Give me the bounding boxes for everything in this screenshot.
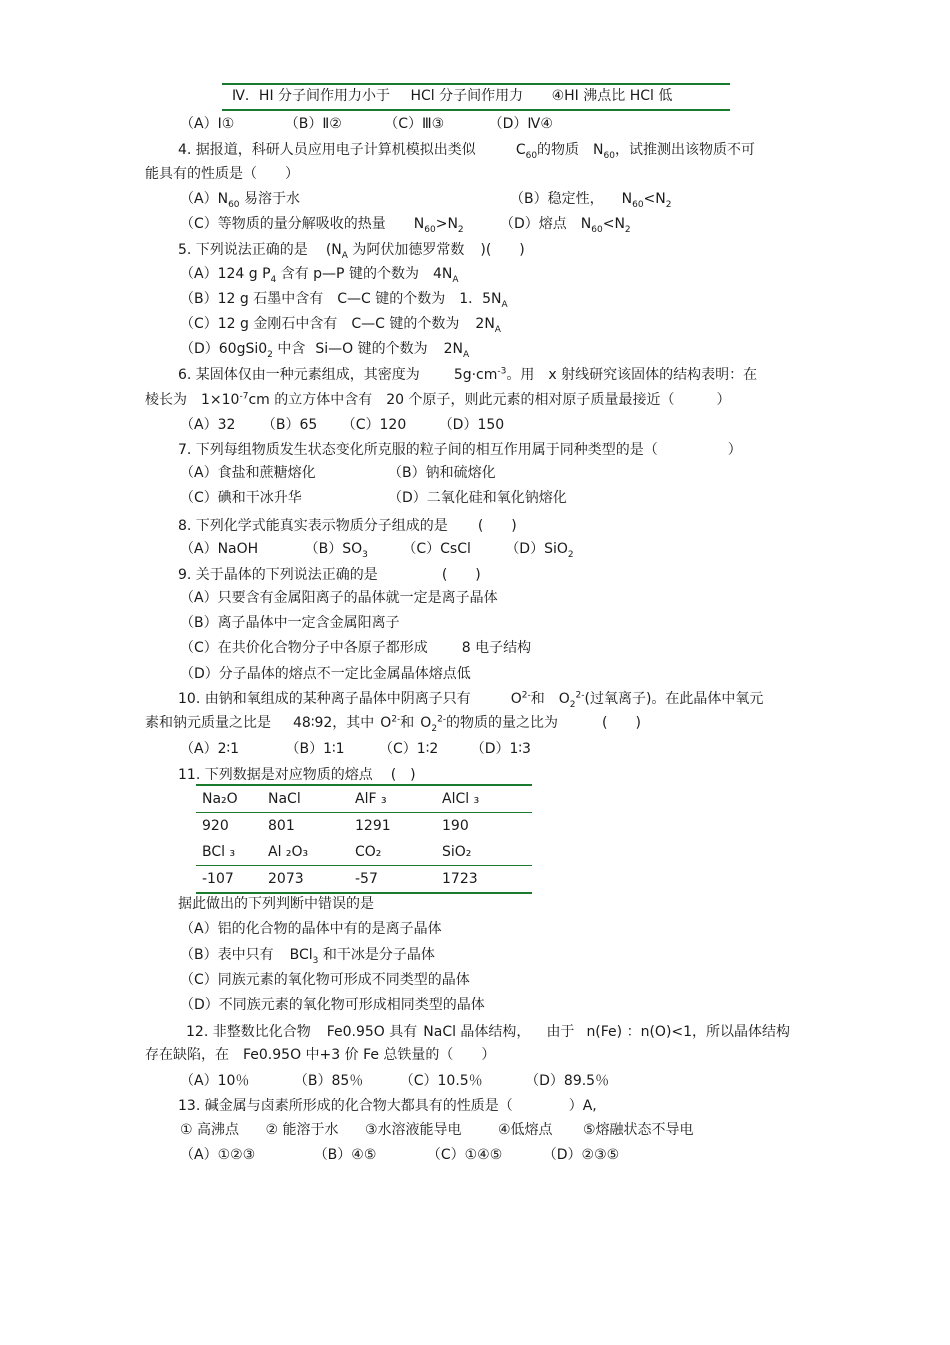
q12-option-d: （D）89.5％ xyxy=(525,1073,610,1089)
q13-options xyxy=(180,1146,619,1164)
table-row xyxy=(196,839,532,866)
q9-option-c-text: （C）在共价化合物分子中各原子都形成 xyxy=(180,640,428,656)
table-cell: NaCl xyxy=(262,785,349,813)
q10-option-b: （B）1∶1 xyxy=(285,741,345,757)
q4-stem-line2: 能具有的性质是（ ） xyxy=(145,166,299,182)
q4-option-b: （B）稳定性， $N_{60}<N_2$ xyxy=(510,191,672,210)
q5-option-d-text3: Si—O 键的个数为 xyxy=(315,341,428,357)
header-line xyxy=(232,87,672,105)
table-cell: 920 xyxy=(202,818,229,834)
q11-option-b: （B）表中只有 BCl$_3$ 和干冰是分子晶体 xyxy=(180,947,435,966)
q13-statement-4: ④低熔点 xyxy=(497,1122,553,1138)
q5-option-a: （A）124 g $P_4$ 含有 p—P 键的个数为 $4N_A$ xyxy=(180,266,459,285)
q6-stem: 6. 某固体仅由一种元素组成，其密度为 $5g\cdot cm^{-3}$。用 x 射线研究该固体的结构表明：在 xyxy=(178,366,758,383)
q10-option-a: （A）2∶1 xyxy=(180,741,240,757)
q11-after-text: 据此做出的下列判断中错误的是 xyxy=(178,896,374,912)
q13-statement-5: ⑤熔融状态不导电 xyxy=(582,1122,694,1138)
q12-stem-a: 12. 非整数比化合物 xyxy=(186,1024,311,1040)
q12-stem-line2 xyxy=(145,1046,495,1064)
q11-option-b-formula: BCl xyxy=(289,947,313,963)
q5-option-b-text: （B）12 g 石墨中含有 xyxy=(180,291,324,307)
q4-stem: 4. 据报道，科研人员应用电子计算机模拟出类似 $C_{60}$的物质 $N_{60}$，试推测出该物质不可 xyxy=(178,142,755,161)
q8-option-b: （B）SO xyxy=(304,541,363,557)
q4-stem-b: 的物质 xyxy=(537,142,580,158)
q13-statement-1: ① 高沸点 xyxy=(180,1122,240,1138)
q13-option-c: （C）①④⑤ xyxy=(426,1147,503,1163)
q11-stem-text: 11. 下列数据是对应物质的熔点 xyxy=(178,767,373,783)
q6-option-b: （B）65 xyxy=(261,417,318,433)
q5-option-b-text2: C—C 键的个数为 xyxy=(337,291,446,307)
q12-stem-b: Fe0.95O 具有 xyxy=(326,1024,418,1040)
table-row xyxy=(196,785,532,813)
q3-option-c: （C）Ⅲ③ xyxy=(384,116,445,132)
q10-stem-d: )。在此晶体中氧元 xyxy=(645,691,764,707)
q5-option-d: $(D)60gSi0_2$ 中含 Si—O 键的个数为 $2N_A$ xyxy=(180,341,470,360)
q9-option-c-text2: 8 电子结构 xyxy=(461,640,532,656)
q9-answer-paren: ( ) xyxy=(441,567,481,583)
table-cell: 801 xyxy=(268,818,295,834)
q13-statement-3: ③水溶液能导电 xyxy=(364,1122,462,1138)
q10-line2-a: 素和钠元质量之比是 xyxy=(145,715,271,731)
q4-option-d-text: （D）熔点 xyxy=(500,216,567,232)
q13-option-b: （B）④⑤ xyxy=(313,1147,377,1163)
q4-option-d: （D）熔点 $N_{60}<N_2$ xyxy=(500,216,631,235)
q7-option-c: （C）碘和干冰升华 xyxy=(180,490,302,506)
q10-line2-b: 48∶92，其中 xyxy=(293,715,375,731)
q6-line2-b: 1×10 xyxy=(201,392,240,408)
q5-answer-paren: )( ) xyxy=(480,242,525,258)
q10-line2-d: 的物质的量之比为 xyxy=(446,715,559,731)
q7-stem: 7. 下列每组物质发生状态变化所克服的粒子间的相互作用属于同种类型的是（ ） xyxy=(178,442,742,458)
q5-option-d-text: （D）60gSi0 xyxy=(180,341,268,357)
q3-option-a: （A）Ⅰ① xyxy=(180,116,235,132)
q12-stem-c: NaCl 晶体结构， xyxy=(423,1024,531,1040)
q12-stem-e: n(Fe) ：n(O)<1，所以晶体结构 xyxy=(586,1024,791,1040)
q4-stem-a: 4. 据报道，科研人员应用电子计算机模拟出类似 xyxy=(178,142,476,158)
q8-stem-text: 8. 下列化学式能真实表示物质分子组成的是 xyxy=(178,518,448,534)
q4-stem-c: ，试推测出该物质不可 xyxy=(614,142,755,158)
table-cell: CO₂ xyxy=(349,839,436,866)
table-cell: -107 xyxy=(196,866,262,894)
header-bottom-rule xyxy=(222,109,730,111)
table-cell: 190 xyxy=(442,818,469,834)
q4-option-a: $(A)N_{60}$ 易溶于水 xyxy=(180,191,300,210)
q6-stem-b: 。用 xyxy=(506,367,535,383)
q9-option-d: （D）分子晶体的熔点不一定比金属晶体熔点低 xyxy=(180,666,471,682)
q11-option-b-text: （B）表中只有 xyxy=(180,947,274,963)
q10-stem-a: 10. 由钠和氧组成的某种离子晶体中阴离子只有 xyxy=(178,691,471,707)
q6-option-c: （C）120 xyxy=(341,417,407,433)
q5-stem-tail: 为阿伏加德罗常数 xyxy=(352,242,465,258)
q10-options xyxy=(180,740,531,758)
q5-option-c: （C）12 g 金刚石中含有 C—C 键的个数为 $2N_A$ xyxy=(180,316,501,335)
table-cell: 2073 xyxy=(262,866,349,894)
q8-answer-paren: ( ) xyxy=(477,518,517,534)
q10-option-d: （D）1∶3 xyxy=(470,741,531,757)
q5-option-b-value: 1．5N xyxy=(459,291,502,307)
table-cell: SiO₂ xyxy=(436,839,532,866)
q6-options xyxy=(180,416,504,434)
q6-density: 5g·cm xyxy=(453,367,498,383)
q4-option-a-text: （A）N xyxy=(180,191,229,207)
table-cell: -57 xyxy=(349,866,436,894)
q5-option-c-text2: C—C 键的个数为 xyxy=(351,316,460,332)
q5-option-b: （B）12 g 石墨中含有 C—C 键的个数为 1．$5N_A$ xyxy=(180,291,508,310)
table-cell: AlCl ₃ xyxy=(436,785,532,813)
q4-option-a-tail: 易溶于水 xyxy=(243,191,300,207)
q13-statement-2: ② 能溶于水 xyxy=(265,1122,339,1138)
q4-option-b-text: （B）稳定性， xyxy=(510,191,604,207)
table-row xyxy=(196,813,532,840)
q5-option-a-text2: 含有 p—P 键的个数为 xyxy=(280,266,419,282)
q8-option-a: （A）NaOH xyxy=(180,541,259,557)
header-text-b: HCl 分子间作用力 xyxy=(410,88,524,104)
q13-option-a: （A）①②③ xyxy=(180,1147,256,1163)
q12-option-c: （C）10.5％ xyxy=(399,1073,483,1089)
q8-option-d: （D）SiO xyxy=(505,541,568,557)
q6-option-d: （D）150 xyxy=(438,417,505,433)
q10-stem-b: 和 xyxy=(530,691,545,707)
q3-option-b: （B）Ⅱ② xyxy=(284,116,342,132)
q13-statements xyxy=(180,1121,694,1139)
q5-option-a-text: （A）124 g P xyxy=(180,266,271,282)
q8-stem xyxy=(178,517,517,535)
q9-stem xyxy=(178,566,481,584)
q10-stem: 10. 由钠和氧组成的某种离子晶体中阴离子只有 $O^{2-}$和 $O_2^{2-}$(过氧离子)。在此晶体中氧元 xyxy=(178,690,764,710)
q5-stem-text: 5. 下列说法正确的是 xyxy=(178,242,308,258)
q10-option-c: （C）1∶2 xyxy=(379,741,439,757)
q6-line2-c: cm 的立方体中含有 xyxy=(248,392,373,408)
q10-stem-c: (过氧离子 xyxy=(584,691,646,707)
melting-point-table xyxy=(196,784,532,894)
q10-stem-line2: 素和钠元质量之比是 48∶92，其中 $O^{2-}$和 $O_2^{2-}$的物质的量之比为 ( ) xyxy=(145,714,641,734)
q11-option-c: （C）同族元素的氧化物可形成不同类型的晶体 xyxy=(180,972,470,988)
q12-line2-b: Fe0.95O 中+3 价 Fe 总铁量的（ ） xyxy=(243,1047,496,1063)
q11-stem xyxy=(178,766,416,784)
header-top-rule xyxy=(222,83,730,85)
q11-option-b-text3: 和干冰是分子晶体 xyxy=(322,947,435,963)
q5-option-c-text: （C）12 g 金刚石中含有 xyxy=(180,316,338,332)
table-cell: Al ₂O₃ xyxy=(262,839,349,866)
table-row xyxy=(196,866,532,894)
q6-stem-line2: 棱长为 $1\times 10^{-7}cm$ 的立方体中含有 20 个原子，则此元素的相对原子质量最接近（ ） xyxy=(145,391,731,408)
q12-line2-a: 存在缺陷，在 xyxy=(145,1047,229,1063)
q6-stem-a: 6. 某固体仅由一种元素组成，其密度为 xyxy=(178,367,420,383)
q12-option-b: （B）85％ xyxy=(293,1073,364,1089)
q13-option-d: （D）②③⑤ xyxy=(542,1147,620,1163)
table-cell: AlF ₃ xyxy=(349,785,436,813)
table-cell: BCl ₃ xyxy=(196,839,262,866)
q6-stem-c: x 射线研究该固体的结构表明：在 xyxy=(548,367,758,383)
q11-answer-paren: ( ) xyxy=(390,767,416,783)
q6-option-a: （A）32 xyxy=(180,417,236,433)
q7-option-a: （A）食盐和蔗糖熔化 xyxy=(180,465,316,481)
q7-option-d: （D）二氧化硅和氧化钠熔化 xyxy=(388,490,567,506)
header-text-a: Ⅳ．HI 分子间作用力小于 xyxy=(232,88,391,104)
header-text-c: ④HI 沸点比 HCl 低 xyxy=(551,88,673,104)
table-cell: 1291 xyxy=(355,818,391,834)
q12-stem-d: 由于 xyxy=(546,1024,575,1040)
q10-answer-paren: ( ) xyxy=(602,715,641,731)
q9-option-a: （A）只要含有金属阳离子的晶体就一定是离子晶体 xyxy=(180,590,498,606)
q12-option-a: （A）10％ xyxy=(180,1073,250,1089)
q9-stem-text: 9. 关于晶体的下列说法正确的是 xyxy=(178,567,378,583)
q3-options xyxy=(180,115,553,133)
q11-option-d: （D）不同族元素的氧化物可形成相同类型的晶体 xyxy=(180,997,485,1013)
q5-stem: 5. 下列说法正确的是 ($N_A$ 为阿伏加德罗常数 )( ) xyxy=(178,242,525,261)
q4-option-c: （C）等物质的量分解吸收的热量 $N_{60}>N_2$ xyxy=(180,216,464,235)
q6-line2-a: 棱长为 xyxy=(145,392,187,408)
table-cell: Na₂O xyxy=(196,785,262,813)
q3-option-d: （D）Ⅳ④ xyxy=(488,116,553,132)
q6-line2-d: 20 个原子，则此元素的相对原子质量最接近（ ） xyxy=(386,392,731,408)
q11-option-a: （A）铝的化合物的晶体中有的是离子晶体 xyxy=(180,921,442,937)
q8-options: （A）NaOH $(B)SO_3$ （C）CsCl （D）SiO$_2$ xyxy=(180,541,574,560)
q5-option-d-text2: 中含 xyxy=(277,341,306,357)
q12-stem xyxy=(186,1023,790,1041)
q4-option-c-text: （C）等物质的量分解吸收的热量 xyxy=(180,216,386,232)
q10-line2-c: 和 xyxy=(400,715,415,731)
q9-option-c xyxy=(180,639,531,657)
q9-option-b: （B）离子晶体中一定含金属阳离子 xyxy=(180,615,400,631)
table-cell: 1723 xyxy=(436,866,532,894)
q12-options xyxy=(180,1072,609,1090)
q8-option-c: （C）CsCl xyxy=(402,541,471,557)
q7-option-b: （B）钠和硫熔化 xyxy=(388,465,496,481)
q13-stem: 13. 碱金属与卤素所形成的化合物大都具有的性质是（ ）A, xyxy=(178,1098,597,1114)
